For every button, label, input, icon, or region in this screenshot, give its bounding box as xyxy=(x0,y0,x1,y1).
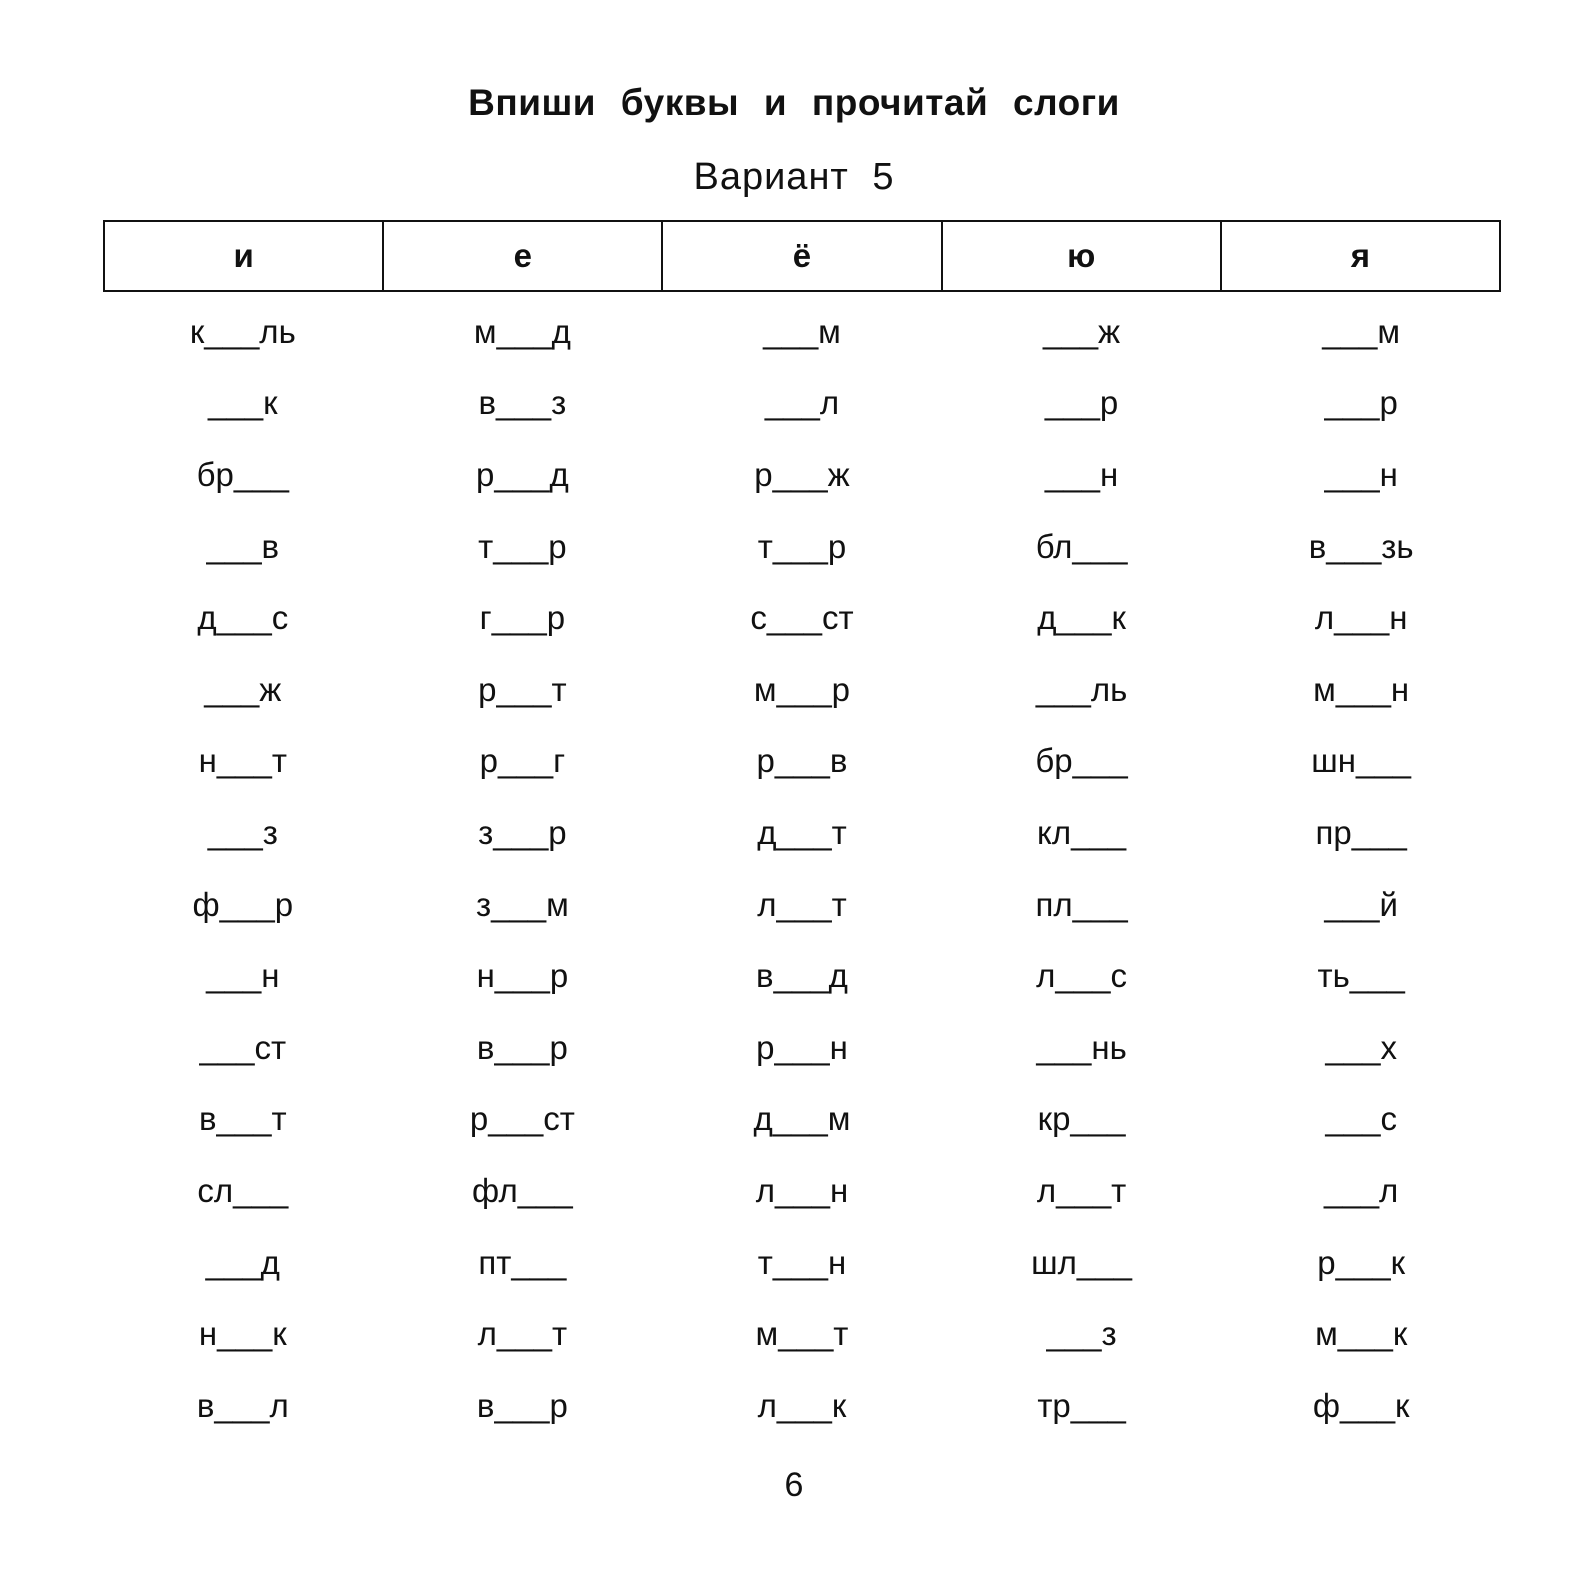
syllable-text: л___с xyxy=(1036,957,1127,995)
syllable-text: ___м xyxy=(763,312,841,350)
syllable-text: ___ль xyxy=(1035,670,1128,708)
syllable-cell xyxy=(662,1084,942,1156)
syllable-cell xyxy=(103,439,383,511)
syllable-text: ___й xyxy=(1324,885,1398,923)
syllable-cell xyxy=(942,296,1222,368)
syllable-cell xyxy=(103,296,383,368)
syllable-text: м___т xyxy=(755,1315,849,1353)
syllable-cell xyxy=(383,1012,663,1084)
syllable-text: ___р xyxy=(1324,384,1398,422)
syllable-text: в___р xyxy=(476,1028,568,1066)
syllable-text: ___р xyxy=(1044,384,1119,422)
syllable-cell xyxy=(383,1298,663,1370)
syllable-cell xyxy=(942,1227,1222,1299)
syllable-cell xyxy=(1221,726,1501,798)
syllable-cell xyxy=(1221,940,1501,1012)
syllable-cell xyxy=(942,1155,1222,1227)
syllable-cell xyxy=(942,940,1222,1012)
syllable-cell xyxy=(383,439,663,511)
syllable-cell xyxy=(662,1298,942,1370)
syllable-text: шл___ xyxy=(1031,1243,1132,1281)
syllable-cell xyxy=(942,1298,1222,1370)
syllable-cell xyxy=(1221,1370,1501,1442)
vowel-header-cell: ю xyxy=(942,221,1221,291)
syllable-text: тр___ xyxy=(1037,1386,1126,1424)
syllable-cell xyxy=(103,511,383,583)
syllable-text: ___з xyxy=(207,813,278,851)
syllable-text: ___л xyxy=(764,384,840,422)
syllable-cell xyxy=(942,726,1222,798)
syllable-text: в___т xyxy=(198,1100,287,1138)
syllable-cell xyxy=(942,1370,1222,1442)
syllable-cell xyxy=(383,582,663,654)
syllable-text: л___т xyxy=(477,1315,568,1353)
syllable-cell xyxy=(662,726,942,798)
syllable-text: н___т xyxy=(198,742,287,780)
syllable-text: шн___ xyxy=(1311,742,1412,780)
syllable-cell xyxy=(383,869,663,941)
syllable-text: м___н xyxy=(1313,670,1410,708)
syllable-cell xyxy=(383,1155,663,1227)
syllable-cell xyxy=(1221,1084,1501,1156)
syllable-text: л___т xyxy=(1036,1171,1127,1209)
syllable-text: ___ж xyxy=(1043,312,1121,350)
syllable-cell xyxy=(662,869,942,941)
syllable-cell xyxy=(942,439,1222,511)
syllable-text: р___в xyxy=(756,742,848,780)
syllable-cell xyxy=(1221,1012,1501,1084)
syllable-cell xyxy=(942,1012,1222,1084)
syllable-text: з___м xyxy=(475,885,569,923)
syllable-text: р___т xyxy=(478,670,567,708)
syllable-text: ___ст xyxy=(199,1028,287,1066)
vowel-header-cell: я xyxy=(1221,221,1500,291)
syllable-cell xyxy=(103,1227,383,1299)
syllable-text: з___р xyxy=(478,813,567,851)
syllable-cell xyxy=(383,1227,663,1299)
syllable-text: в___д xyxy=(756,957,848,995)
syllable-cell xyxy=(1221,1298,1501,1370)
syllable-text: м___к xyxy=(1315,1315,1408,1353)
syllable-text: в___з xyxy=(478,384,567,422)
syllable-text: р___ж xyxy=(754,455,850,493)
syllable-cell xyxy=(942,582,1222,654)
vowel-header-cell: е xyxy=(383,221,662,291)
syllable-cell xyxy=(662,439,942,511)
syllable-cell xyxy=(942,1084,1222,1156)
syllable-cell xyxy=(103,582,383,654)
syllable-text: р___ст xyxy=(469,1100,575,1138)
syllable-text: м___д xyxy=(473,312,571,350)
syllable-cell xyxy=(383,940,663,1012)
syllable-cell xyxy=(662,368,942,440)
syllable-column xyxy=(1221,296,1501,1442)
page-title: Впиши буквы и прочитай слоги xyxy=(468,82,1120,123)
syllable-cell xyxy=(383,726,663,798)
syllable-text: ___к xyxy=(208,384,278,422)
syllable-text: ___ж xyxy=(204,670,282,708)
syllable-text: н___р xyxy=(476,957,569,995)
syllable-cell xyxy=(1221,797,1501,869)
syllable-text: ть___ xyxy=(1317,957,1405,995)
syllable-text: пр___ xyxy=(1315,813,1407,851)
syllable-text: ___л xyxy=(1324,1171,1399,1209)
syllable-text: кл___ xyxy=(1037,813,1127,851)
syllable-column xyxy=(662,296,942,1442)
syllable-cell xyxy=(1221,368,1501,440)
syllable-text: к___ль xyxy=(189,312,296,350)
syllable-cell xyxy=(103,940,383,1012)
syllable-cell xyxy=(662,582,942,654)
syllable-cell xyxy=(1221,1155,1501,1227)
syllable-text: д___м xyxy=(753,1100,851,1138)
syllable-text: бр___ xyxy=(196,455,289,493)
syllable-text: л___н xyxy=(1314,599,1408,637)
syllable-cell xyxy=(942,797,1222,869)
syllable-cell xyxy=(662,511,942,583)
syllable-column xyxy=(103,296,383,1442)
syllable-text: л___т xyxy=(757,885,847,923)
syllable-text: ф___р xyxy=(192,885,294,923)
syllable-cell xyxy=(662,1012,942,1084)
syllable-text: в___л xyxy=(196,1386,289,1424)
syllable-cell xyxy=(662,1155,942,1227)
syllable-text: д___с xyxy=(197,599,289,637)
syllable-cell xyxy=(103,368,383,440)
syllable-text: ___м xyxy=(1322,312,1401,350)
syllable-text: бр___ xyxy=(1035,742,1128,780)
syllable-text: н___к xyxy=(198,1315,287,1353)
syllable-text: т___н xyxy=(757,1243,847,1281)
syllable-cell xyxy=(662,654,942,726)
syllable-cell xyxy=(1221,654,1501,726)
syllable-cell xyxy=(1221,296,1501,368)
syllable-cell xyxy=(383,797,663,869)
syllable-cell xyxy=(383,368,663,440)
syllable-cell xyxy=(662,940,942,1012)
syllable-cell xyxy=(383,1370,663,1442)
syllable-text: ___н xyxy=(1324,455,1398,493)
syllable-text: фл___ xyxy=(472,1171,573,1209)
syllable-text: д___т xyxy=(757,813,847,851)
syllable-text: ___д xyxy=(205,1243,280,1281)
syllable-cell xyxy=(383,654,663,726)
syllable-text: ___в xyxy=(206,527,280,565)
syllable-cell xyxy=(1221,869,1501,941)
syllable-text: д___к xyxy=(1037,599,1126,637)
syllable-text: ___н xyxy=(1044,455,1119,493)
syllable-cell xyxy=(103,1155,383,1227)
syllable-column xyxy=(942,296,1222,1442)
syllable-text: ___нь xyxy=(1036,1028,1127,1066)
syllable-text: кр___ xyxy=(1037,1100,1126,1138)
variant-label: Вариант 5 xyxy=(693,156,895,198)
syllable-text: ф___к xyxy=(1312,1386,1410,1424)
syllable-cell xyxy=(1221,582,1501,654)
syllable-cell xyxy=(942,869,1222,941)
syllable-text: в___р xyxy=(476,1386,568,1424)
syllable-cell xyxy=(942,368,1222,440)
vowel-header-cell: и xyxy=(104,221,383,291)
syllable-text: т___р xyxy=(478,527,567,565)
syllable-text: т___р xyxy=(757,527,847,565)
syllable-column xyxy=(383,296,663,1442)
syllable-cell xyxy=(662,797,942,869)
syllable-text: пл___ xyxy=(1035,885,1128,923)
syllable-text: г___р xyxy=(479,599,566,637)
vowel-header-cell: ё xyxy=(662,221,941,291)
syllable-cell xyxy=(662,1227,942,1299)
syllable-cell xyxy=(1221,439,1501,511)
syllable-text: сл___ xyxy=(197,1171,289,1209)
syllable-text: бл___ xyxy=(1035,527,1128,565)
syllable-text: р___к xyxy=(1317,1243,1406,1281)
vowel-header-row xyxy=(104,221,1500,291)
syllable-text: л___н xyxy=(755,1171,849,1209)
syllable-text: ___с xyxy=(1325,1100,1397,1138)
syllable-grid xyxy=(103,296,1501,1442)
syllable-cell xyxy=(662,296,942,368)
syllable-cell xyxy=(662,1370,942,1442)
syllable-cell xyxy=(103,869,383,941)
syllable-cell xyxy=(942,654,1222,726)
syllable-cell xyxy=(103,726,383,798)
syllable-text: р___д xyxy=(476,455,569,493)
syllable-text: л___к xyxy=(757,1386,847,1424)
syllable-cell xyxy=(103,1012,383,1084)
syllable-text: ___н xyxy=(206,957,280,995)
syllable-cell xyxy=(383,511,663,583)
syllable-text: с___ст xyxy=(750,599,854,637)
syllable-cell xyxy=(383,1084,663,1156)
syllable-text: пт___ xyxy=(478,1243,567,1281)
vowel-header-table xyxy=(103,220,1501,292)
syllable-text: р___г xyxy=(479,742,566,780)
page-number: 6 xyxy=(784,1466,804,1504)
syllable-cell xyxy=(103,1370,383,1442)
syllable-cell xyxy=(103,654,383,726)
syllable-text: р___н xyxy=(756,1028,848,1066)
syllable-text: ___з xyxy=(1046,1315,1117,1353)
syllable-cell xyxy=(942,511,1222,583)
syllable-cell xyxy=(1221,1227,1501,1299)
syllable-text: м___р xyxy=(753,670,851,708)
syllable-text: в___зь xyxy=(1308,527,1414,565)
syllable-cell xyxy=(103,1298,383,1370)
syllable-cell xyxy=(1221,511,1501,583)
syllable-cell xyxy=(103,797,383,869)
syllable-cell xyxy=(103,1084,383,1156)
syllable-cell xyxy=(383,296,663,368)
syllable-text: ___х xyxy=(1325,1028,1397,1066)
